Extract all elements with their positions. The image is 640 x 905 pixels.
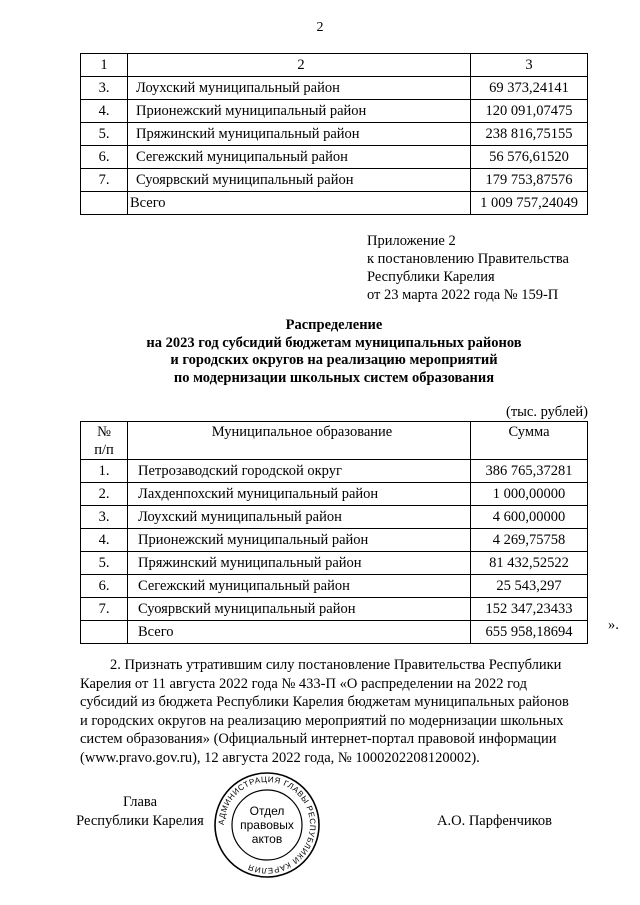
title-line: и городских округов на реализацию мероприятий [170, 352, 498, 368]
row-number: 5. [81, 123, 128, 146]
amount: 56 576,61520 [471, 146, 588, 169]
row-number: 4. [81, 100, 128, 123]
position-line: Республики Карелия [76, 813, 204, 829]
table-row [81, 460, 588, 483]
row-number: 7. [81, 169, 128, 192]
row-number: 2. [81, 483, 128, 506]
amount: 4 269,75758 [471, 529, 588, 552]
amount: 69 373,24141 [471, 77, 588, 100]
paragraph-line: субсидий из бюджета Республики Карелия бюджетам муниципальных районов [80, 694, 569, 710]
title-line: Распределение [285, 317, 383, 333]
closing-quote: ». [608, 617, 619, 633]
table-total-row [81, 621, 588, 644]
row-number: 4. [81, 529, 128, 552]
row-number [81, 621, 128, 644]
table-row [81, 598, 588, 621]
paragraph-2 [80, 656, 588, 767]
total-amount: 655 958,18694 [471, 621, 588, 644]
total-amount: 1 009 757,24049 [471, 192, 588, 215]
row-number: 6. [81, 575, 128, 598]
title-line: на 2023 год субсидий бюджетам муниципальных районов [146, 334, 522, 351]
amount: 179 753,87576 [471, 169, 588, 192]
amount: 25 543,297 [471, 575, 588, 598]
paragraph-line: Карелия от 11 августа 2022 года № 433-П «О распределении на 2022 год [80, 675, 527, 692]
table-row [81, 77, 588, 100]
row-number: 5. [81, 552, 128, 575]
row-number: 1. [81, 460, 128, 483]
distribution-table [80, 421, 588, 644]
amount: 238 816,75155 [471, 123, 588, 146]
stamp-ring-text: АДМИНИСТРАЦИЯ ГЛАВЫ РЕСПУБЛИКИ КАРЕЛИЯ [216, 774, 318, 876]
table-row [81, 506, 588, 529]
municipality-name: Сегежский муниципальный район [128, 575, 471, 598]
appendix-line: от 23 марта 2022 года № 159-П [367, 287, 559, 303]
row-number: 3. [81, 506, 128, 529]
row-number: 3. [81, 77, 128, 100]
table-row [81, 575, 588, 598]
table-row [81, 123, 588, 146]
summary-table-continued [80, 53, 588, 215]
amount: 120 091,07475 [471, 100, 588, 123]
stamp-seal [212, 770, 322, 880]
header-amount: Сумма [471, 422, 588, 460]
municipality-name: Прионежский муниципальный район [128, 529, 471, 552]
amount: 4 600,00000 [471, 506, 588, 529]
title-line: по модернизации школьных систем образования [173, 369, 495, 386]
table-row [81, 169, 588, 192]
table-row [81, 483, 588, 506]
paragraph-line: 2. Признать утратившим силу постановление Правительства Республики [110, 657, 562, 673]
table-header-row [81, 422, 588, 460]
position-line: Глава [122, 794, 158, 810]
table-row [81, 552, 588, 575]
municipality-name: Лоухский муниципальный район [128, 506, 471, 529]
header-municipality: Муниципальное образование [128, 422, 471, 460]
row-number [81, 192, 128, 215]
row-number: 6. [81, 146, 128, 169]
municipality-name: Суоярвский муниципальный район [128, 598, 471, 621]
page-number: 2 [316, 20, 324, 35]
row-number: 7. [81, 598, 128, 621]
header-col-3: 3 [471, 54, 588, 77]
total-label: Всего [128, 192, 471, 215]
total-label: Всего [128, 621, 471, 644]
municipality-name: Лоухский муниципальный район [128, 77, 471, 100]
table-row [81, 529, 588, 552]
amount: 152 347,23433 [471, 598, 588, 621]
table-row [81, 100, 588, 123]
distribution-title [80, 317, 588, 387]
signatory-position [70, 793, 210, 831]
municipality-name: Прионежский муниципальный район [128, 100, 471, 123]
municipality-name: Пряжинский муниципальный район [128, 552, 471, 575]
header-col-1: 1 [81, 54, 128, 77]
stamp-text-line: Отдел [249, 804, 285, 818]
amount: 1 000,00000 [471, 483, 588, 506]
table-header-row [81, 54, 588, 77]
municipality-name: Сегежский муниципальный район [128, 146, 471, 169]
header-number: № п/п [81, 422, 128, 460]
appendix-line: к постановлению Правительства [367, 251, 569, 267]
stamp-text-line: актов [251, 832, 283, 846]
paragraph-line: систем образования» (Официальный интернет-портал правовой информации [80, 731, 557, 747]
table-total-row [81, 192, 588, 215]
signatory-name: А.О. Парфенчиков [437, 813, 553, 829]
municipality-name: Лахденпохский муниципальный район [128, 483, 471, 506]
amount: 81 432,52522 [471, 552, 588, 575]
appendix-line: Республики Карелия [367, 269, 495, 285]
municipality-name: Пряжинский муниципальный район [128, 123, 471, 146]
amount: 386 765,37281 [471, 460, 588, 483]
units-label: (тыс. рублей) [506, 404, 588, 420]
paragraph-line: (www.pravo.gov.ru), 12 августа 2022 года, № 1000202208120002). [80, 749, 480, 766]
municipality-name: Петрозаводский городской округ [128, 460, 471, 483]
table-row [81, 146, 588, 169]
municipality-name: Суоярвский муниципальный район [128, 169, 471, 192]
header-col-2: 2 [128, 54, 471, 77]
appendix-note [367, 232, 569, 304]
appendix-line: Приложение 2 [367, 233, 456, 249]
paragraph-line: и городских округов на реализацию мероприятий по модернизации школьных [80, 712, 564, 729]
stamp-text-line: правовых [240, 818, 294, 832]
